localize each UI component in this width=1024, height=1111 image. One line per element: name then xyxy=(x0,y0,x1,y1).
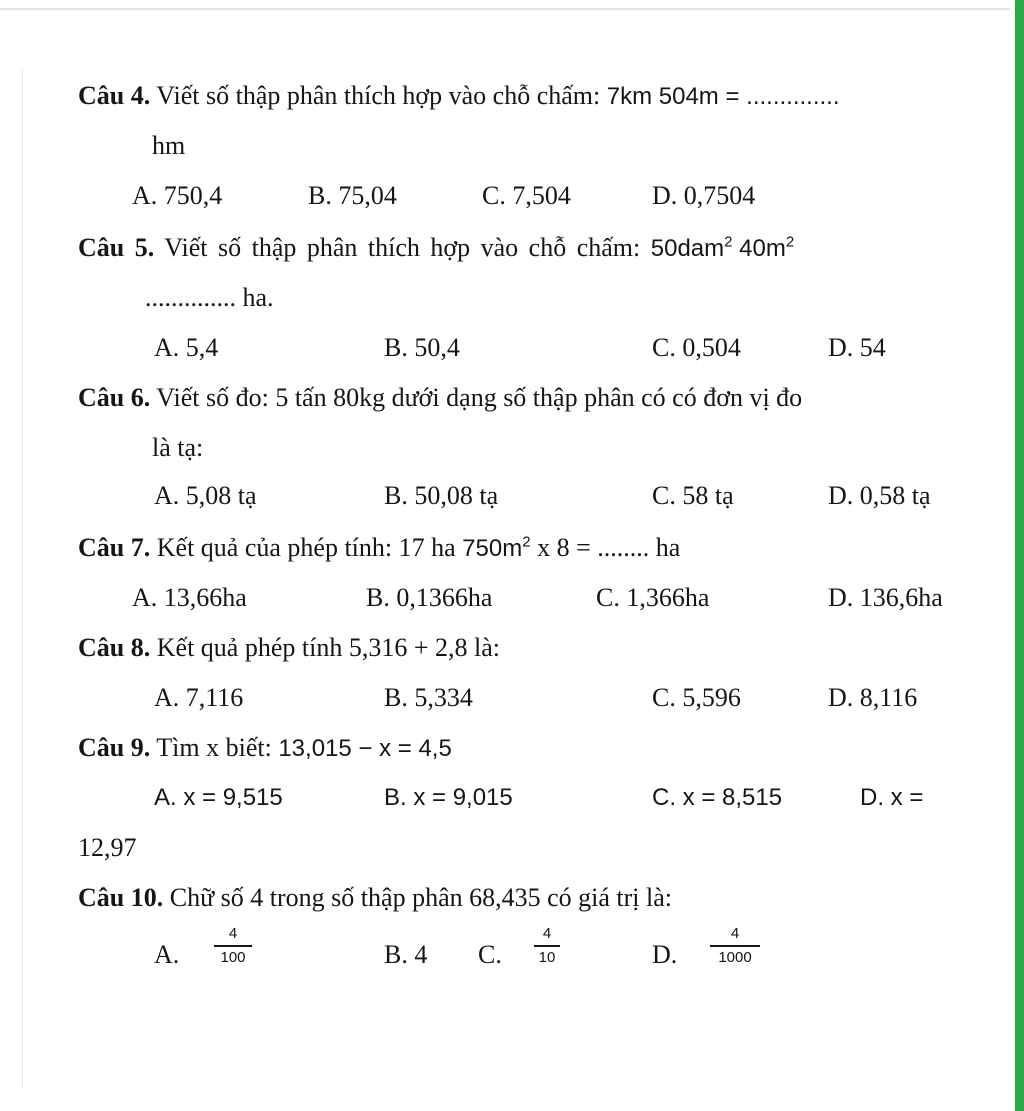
q5-expr-a: 50dam xyxy=(650,235,725,262)
q10-fraction-a-numerator: 4 xyxy=(228,925,238,942)
q10-line xyxy=(78,883,672,913)
q5-text: Viết số thập phân thích hợp vào chỗ chấm: xyxy=(154,233,651,262)
q5-number: Câu 5. xyxy=(78,233,155,262)
q4-option-a[interactable]: A. 750,4 xyxy=(132,181,223,210)
q10-fraction-c-denominator: 10 xyxy=(538,948,556,966)
q8-option-a[interactable]: A. 7,116 xyxy=(154,683,244,712)
q8-line xyxy=(78,633,500,663)
q4-continuation: hm xyxy=(152,131,186,160)
q5-continuation: .............. ha. xyxy=(145,283,274,312)
q4-option-c[interactable]: C. 7,504 xyxy=(482,181,571,210)
q10-text: Chữ số 4 trong số thập phân 68,435 có giá trị là: xyxy=(163,883,673,912)
q10-fraction-d xyxy=(710,925,760,967)
q6-option-d[interactable]: D. 0,58 tạ xyxy=(828,481,931,510)
q4-number: Câu 4. xyxy=(78,81,151,110)
q4-option-b[interactable]: B. 75,04 xyxy=(308,181,397,210)
q6-option-c[interactable]: C. 58 tạ xyxy=(652,481,734,510)
q7-text: Kết quả của phép tính: 17 ha xyxy=(150,533,463,562)
q9-line xyxy=(78,733,452,764)
q5-line xyxy=(78,233,794,264)
q8-text: Kết quả phép tính xyxy=(150,633,349,662)
top-border-line xyxy=(0,8,1010,10)
q7-option-a[interactable]: A. 13,66ha xyxy=(132,583,247,612)
q5-sup-b: 2 xyxy=(785,233,795,251)
q9-option-b[interactable]: B. x = 9,015 xyxy=(384,784,513,811)
q10-option-c[interactable]: C. xyxy=(478,940,502,969)
q4-expression: 7km 504m = .............. xyxy=(606,83,840,110)
q6-number: Câu 6. xyxy=(78,383,151,412)
q9-option-a[interactable]: A. x = 9,515 xyxy=(154,784,283,811)
q5-option-d[interactable]: D. 54 xyxy=(828,333,886,362)
q10-fraction-c xyxy=(534,925,560,967)
q7-option-d[interactable]: D. 136,6ha xyxy=(828,583,943,612)
q7-sup-a: 2 xyxy=(522,533,531,551)
q8-number: Câu 8. xyxy=(78,633,151,662)
q10-option-a[interactable]: A. xyxy=(154,940,180,969)
q9-text: Tìm x biết: xyxy=(150,733,279,762)
q8-option-d[interactable]: D. 8,116 xyxy=(828,683,918,712)
q10-fraction-a xyxy=(214,925,252,967)
q8-option-c[interactable]: C. 5,596 xyxy=(652,683,741,712)
q5-option-c[interactable]: C. 0,504 xyxy=(652,333,741,362)
q10-fraction-d-bar xyxy=(710,945,760,947)
q10-fraction-c-numerator: 4 xyxy=(542,925,552,942)
q9-expression: 13,015 − x = 4,5 xyxy=(278,735,452,762)
q6-line xyxy=(78,383,802,413)
q9-option-c[interactable]: C. x = 8,515 xyxy=(652,784,783,811)
q6-continuation: là tạ: xyxy=(152,433,204,462)
q7-option-b[interactable]: B. 0,1366ha xyxy=(366,583,493,612)
left-border-line xyxy=(22,68,23,1088)
q5-option-b[interactable]: B. 50,4 xyxy=(384,333,460,362)
q7-expr-a: 750m xyxy=(462,535,523,562)
q10-option-d[interactable]: D. xyxy=(652,940,678,969)
q7-expr-b: x 8 = ........ ha xyxy=(530,533,681,562)
q6-option-a[interactable]: A. 5,08 tạ xyxy=(154,481,257,510)
q5-sup-a: 2 xyxy=(724,233,733,251)
q10-number: Câu 10. xyxy=(78,883,164,912)
q10-fraction-d-denominator: 1000 xyxy=(718,948,752,966)
q10-fraction-c-bar xyxy=(534,945,560,947)
q10-option-b[interactable]: B. 4 xyxy=(384,940,428,969)
q7-number: Câu 7. xyxy=(78,533,151,562)
q7-line xyxy=(78,533,680,564)
q8-tail: là: xyxy=(467,633,500,662)
right-green-bar xyxy=(1015,0,1024,1111)
q7-option-c[interactable]: C. 1,366ha xyxy=(596,583,710,612)
q9-continuation: 12,97 xyxy=(78,833,137,862)
q5-expr-b: 40m xyxy=(732,235,786,262)
q5-option-a[interactable]: A. 5,4 xyxy=(154,333,219,362)
q4-text: Viết số thập phân thích hợp vào chỗ chấm: xyxy=(150,81,607,110)
q8-expression: 5,316 + 2,8 xyxy=(348,633,468,662)
q4-line xyxy=(78,81,840,112)
q10-fraction-a-denominator: 100 xyxy=(220,948,246,966)
q6-option-b[interactable]: B. 50,08 tạ xyxy=(384,481,499,510)
q9-number: Câu 9. xyxy=(78,733,151,762)
q4-option-d[interactable]: D. 0,7504 xyxy=(652,181,756,210)
q6-text: Viết số đo: 5 tấn 80kg dưới dạng số thập phân có có đơn vị đo xyxy=(150,383,803,412)
q10-fraction-d-numerator: 4 xyxy=(730,925,740,942)
q8-option-b[interactable]: B. 5,334 xyxy=(384,683,473,712)
q9-option-d[interactable]: D. x = xyxy=(860,784,924,811)
q10-fraction-a-bar xyxy=(214,945,252,947)
